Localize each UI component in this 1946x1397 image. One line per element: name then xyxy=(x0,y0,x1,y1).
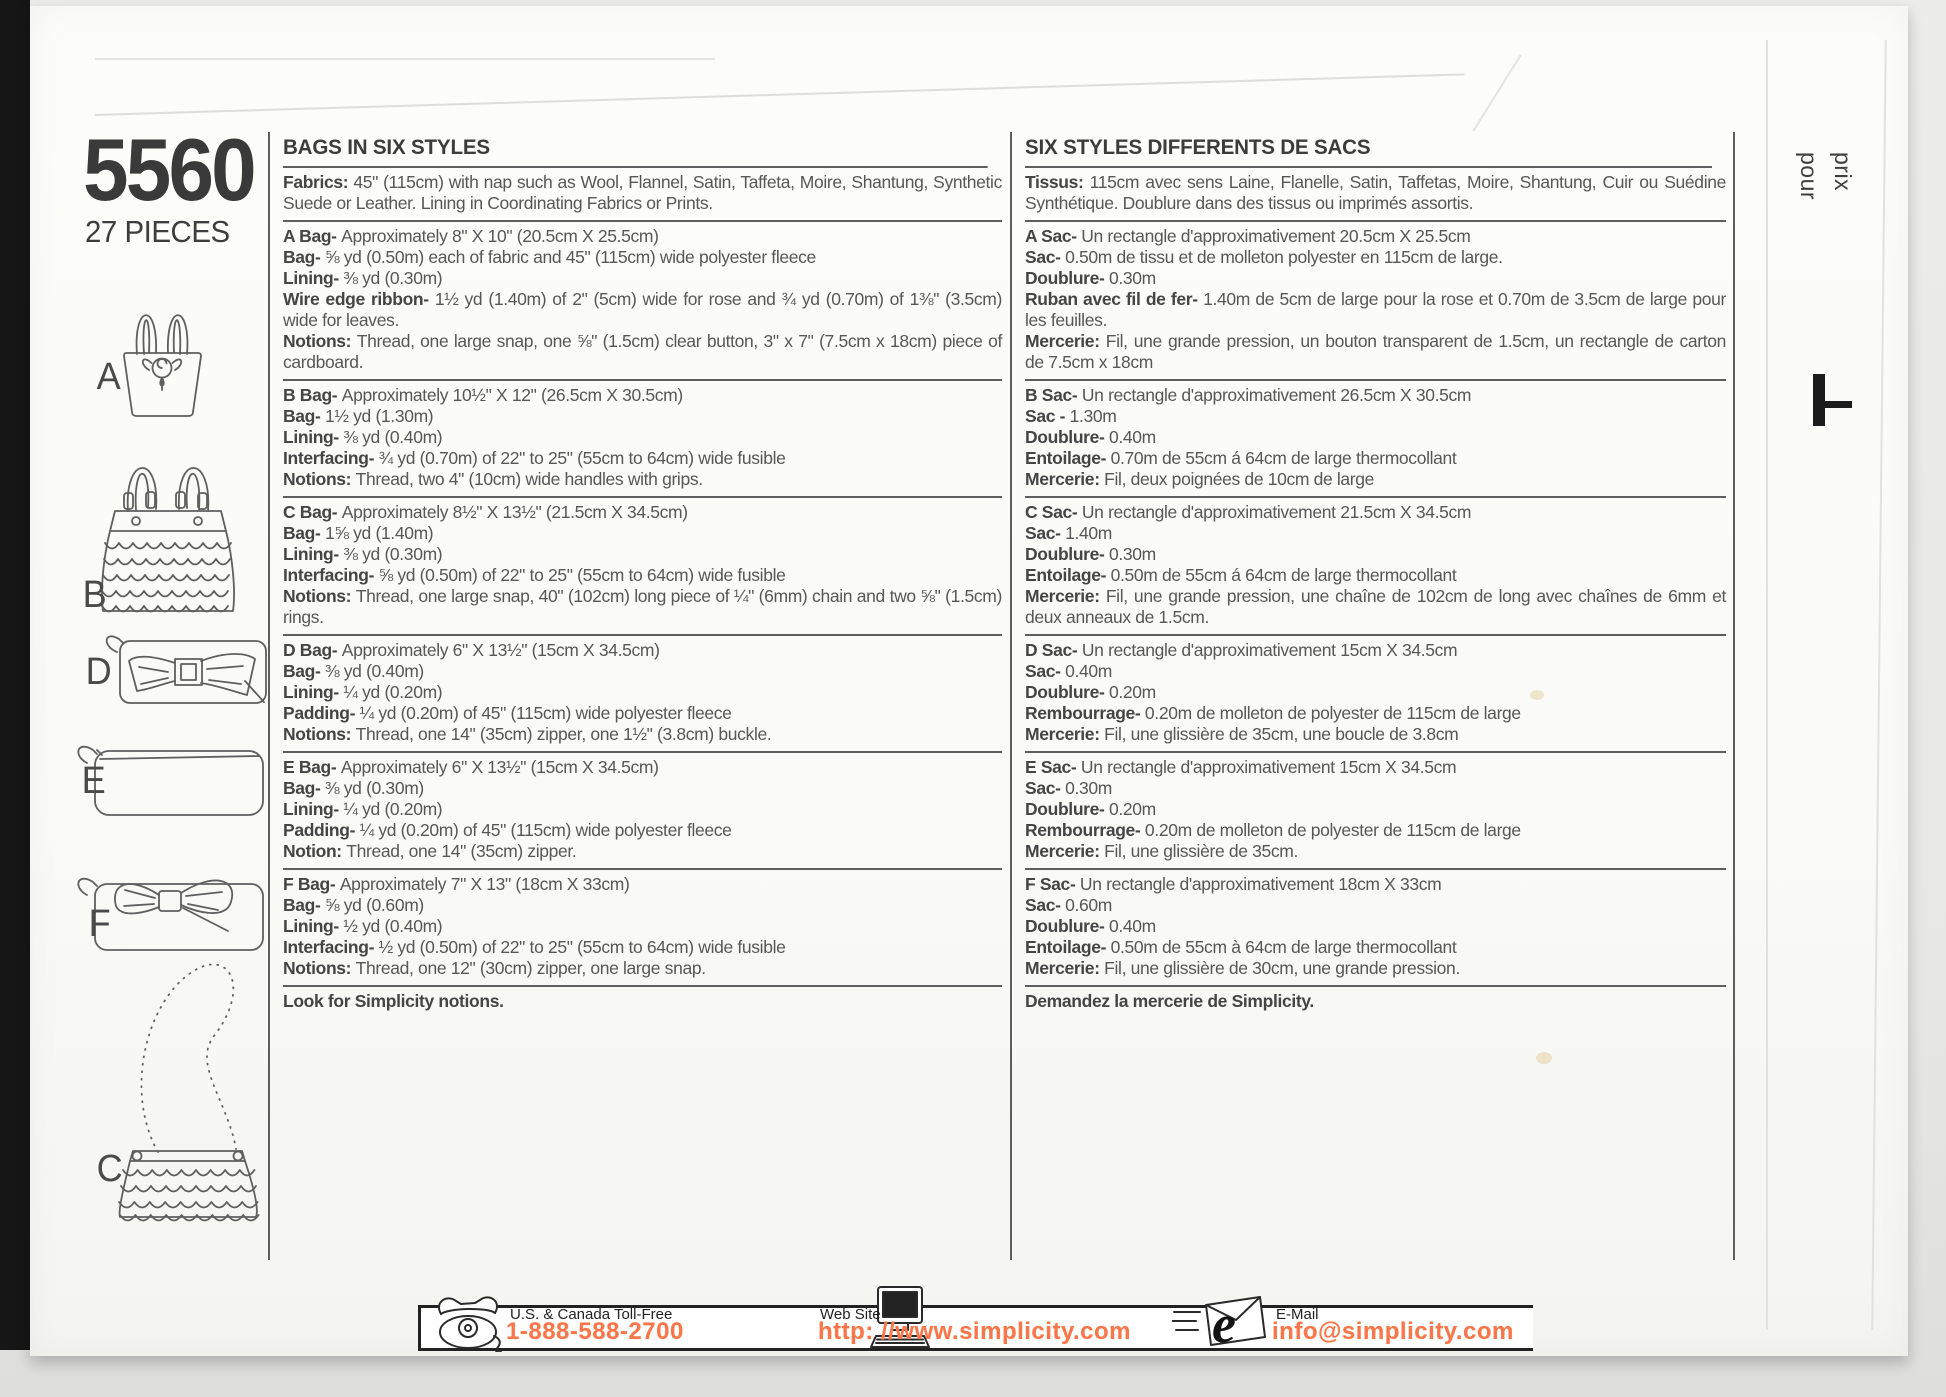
spec-line: Notions: Thread, one large snap, 40" (102cm) long piece of ¼" (6mm) chain and two ⅝" (1.5cm) rings. xyxy=(283,586,1002,627)
english-section-6 xyxy=(283,870,1002,987)
spec-line: Sac- 0.60m xyxy=(1025,895,1112,915)
bag-d-illustration xyxy=(98,632,273,712)
spec-line: B Sac- Un rectangle d'approximativement 26.5cm X 30.5cm xyxy=(1025,385,1472,405)
phone-label: U.S. & Canada Toll-Free xyxy=(510,1306,673,1323)
spec-line: Doublure- 0.20m xyxy=(1025,682,1156,702)
envelope-top-crease xyxy=(95,58,715,60)
spec-line: Demandez la mercerie de Simplicity. xyxy=(1025,991,1314,1011)
bag-b-illustration xyxy=(98,443,238,621)
pattern-number: 5560 xyxy=(83,120,254,219)
english-section-1 xyxy=(283,222,1002,381)
bag-c-illustration xyxy=(110,952,265,1230)
spec-line: Padding- ¼ yd (0.20m) of 45" (115cm) wide polyester fleece xyxy=(283,703,732,723)
spec-line: C Bag- Approximately 8½" X 13½" (21.5cm X 34.5cm) xyxy=(283,502,688,522)
spec-line: Mercerie: Fil, une grande pression, un bouton transparent de 1.5cm, un rectangle de carton de 7.5cm x 18cm xyxy=(1025,331,1726,372)
bag-a-illustration xyxy=(113,292,213,420)
svg-text:e: e xyxy=(1212,1294,1236,1352)
email-address[interactable]: info@simplicity.com xyxy=(1272,1318,1514,1345)
english-section-7 xyxy=(283,987,1002,1018)
english-column-header: BAGS IN SIX STYLES xyxy=(283,134,988,168)
spec-line: Sac- 0.50m de tissu et de molleton polyester en 115cm de large. xyxy=(1025,247,1503,267)
spec-line: Bag- ⅝ yd (0.60m) xyxy=(283,895,424,915)
english-section-5 xyxy=(283,753,1002,870)
bag-d-label: D xyxy=(85,651,112,693)
spec-line: D Sac- Un rectangle d'approximativement 15cm X 34.5cm xyxy=(1025,640,1458,660)
bag-a-label: A xyxy=(96,356,121,398)
spec-line: A Bag- Approximately 8" X 10" (20.5cm X 25.5cm) xyxy=(283,226,659,246)
side-word-pour: pour xyxy=(1796,152,1822,201)
spec-line: Entoilage- 0.70m de 55cm á 64cm de large thermocollant xyxy=(1025,448,1457,468)
spec-line: Look for Simplicity notions. xyxy=(283,991,504,1011)
english-section-0 xyxy=(283,168,1002,222)
spec-line: Doublure- 0.40m xyxy=(1025,427,1156,447)
spec-line: Interfacing- ½ yd (0.50m) of 22" to 25" (55cm to 64cm) wide fusible xyxy=(283,937,786,957)
spec-line: Bag- 1⅝ yd (1.40m) xyxy=(283,523,434,543)
spec-line: D Bag- Approximately 6" X 13½" (15cm X 34.5cm) xyxy=(283,640,660,660)
spec-line: Lining- ⅜ yd (0.30m) xyxy=(283,268,443,288)
column-divider-middle xyxy=(1010,132,1012,1260)
french-column-header: SIX STYLES DIFFERENTS DE SACS xyxy=(1025,134,1712,168)
spec-line: Lining- ¼ yd (0.20m) xyxy=(283,682,443,702)
left-black-edge xyxy=(0,0,30,1350)
spec-line: Padding- ¼ yd (0.20m) of 45" (115cm) wide polyester fleece xyxy=(283,820,732,840)
spec-line: E Sac- Un rectangle d'approximativement 15cm X 34.5cm xyxy=(1025,757,1457,777)
registration-mark-arm xyxy=(1825,401,1852,408)
spec-line: F Sac- Un rectangle d'approximativement 18cm X 33cm xyxy=(1025,874,1442,894)
english-column xyxy=(283,134,1002,1018)
spec-line: Mercerie: Fil, une glissière de 35cm, une boucle de 3.8cm xyxy=(1025,724,1459,744)
spec-line: Wire edge ribbon- 1½ yd (1.40m) of 2" (5cm) wide for rose and ¾ yd (0.70m) of 1⅜" (3.5cm) wide for leaves. xyxy=(283,289,1002,330)
spec-line: Ruban avec fil de fer- 1.40m de 5cm de large pour la rose et 0.70m de 3.5cm de large pour les feuilles. xyxy=(1025,289,1726,330)
spec-line: Tissus: 115cm avec sens Laine, Flanelle, Satin, Taffetas, Moire, Shantung, Cuir ou Suédine Synthétique. Doublure dans des tissus ou imprimés assortis. xyxy=(1025,172,1726,213)
paper-stain xyxy=(1530,690,1544,700)
spec-line: Rembourrage- 0.20m de molleton de polyester de 115cm de large xyxy=(1025,820,1521,840)
side-word-prix: prix xyxy=(1830,152,1856,192)
spec-line: Notion: Thread, one 14" (35cm) zipper. xyxy=(283,841,577,861)
website-url[interactable]: http: //www.simplicity.com xyxy=(818,1318,1132,1345)
spec-line: Sac - 1.30m xyxy=(1025,406,1117,426)
english-section-3 xyxy=(283,498,1002,636)
english-section-4 xyxy=(283,636,1002,753)
spec-line: Bag- ⅝ yd (0.50m) each of fabric and 45" (115cm) wide polyester fleece xyxy=(283,247,816,267)
french-section-5 xyxy=(1025,753,1726,870)
bag-f-label: F xyxy=(88,903,111,945)
spec-line: Rembourrage- 0.20m de molleton de polyester de 115cm de large xyxy=(1025,703,1521,723)
french-section-0 xyxy=(1025,168,1726,222)
french-section-3 xyxy=(1025,498,1726,636)
spec-line: Notions: Thread, one 14" (35cm) zipper, one 1½" (3.8cm) buckle. xyxy=(283,724,772,744)
bag-c-label: C xyxy=(96,1148,123,1190)
spec-line: Doublure- 0.30m xyxy=(1025,268,1156,288)
spec-line: Fabrics: 45" (115cm) with nap such as Wool, Flannel, Satin, Taffeta, Moire, Shantung, Synthetic Suede or Leather. Lining in Coordinating Fabrics or Prints. xyxy=(283,172,1002,213)
spec-line: A Sac- Un rectangle d'approximativement 20.5cm X 25.5cm xyxy=(1025,226,1471,246)
spec-line: Interfacing- ¾ yd (0.70m) of 22" to 25" (55cm to 64cm) wide fusible xyxy=(283,448,786,468)
french-section-7 xyxy=(1025,987,1726,1018)
spec-line: Lining- ½ yd (0.40m) xyxy=(283,916,443,936)
spec-line: Bag- 1½ yd (1.30m) xyxy=(283,406,434,426)
registration-mark xyxy=(1813,374,1825,426)
spec-line: Notions: Thread, one 12" (30cm) zipper, one large snap. xyxy=(283,958,706,978)
spec-line: Sac- 1.40m xyxy=(1025,523,1112,543)
french-column xyxy=(1025,134,1726,1018)
french-section-6 xyxy=(1025,870,1726,987)
spec-line: Doublure- 0.30m xyxy=(1025,544,1156,564)
spec-line: Mercerie: Fil, une grande pression, une chaîne de 102cm de long avec chaînes de 6mm et deux anneaux de 1.5cm. xyxy=(1025,586,1726,627)
spec-line: Mercerie: Fil, une glissière de 35cm. xyxy=(1025,841,1299,861)
spec-line: E Bag- Approximately 6" X 13½" (15cm X 34.5cm) xyxy=(283,757,659,777)
email-icon xyxy=(1172,1292,1268,1352)
bag-b-label: B xyxy=(82,574,107,616)
french-column-body xyxy=(1025,168,1726,1018)
spec-line: Notions: Thread, two 4" (10cm) wide handles with grips. xyxy=(283,469,703,489)
bag-e-label: E xyxy=(81,760,106,802)
english-section-2 xyxy=(283,381,1002,498)
phone-icon xyxy=(428,1290,508,1352)
envelope-fold-crease xyxy=(1766,40,1768,1330)
spec-line: Sac- 0.40m xyxy=(1025,661,1112,681)
spec-line: Bag- ⅜ yd (0.30m) xyxy=(283,778,424,798)
spec-line: Doublure- 0.40m xyxy=(1025,916,1156,936)
spec-line: Doublure- 0.20m xyxy=(1025,799,1156,819)
spec-line: Mercerie: Fil, une glissière de 30cm, une grande pression. xyxy=(1025,958,1460,978)
spec-line: F Bag- Approximately 7" X 13" (18cm X 33cm) xyxy=(283,874,630,894)
spec-line: Bag- ⅜ yd (0.40m) xyxy=(283,661,424,681)
spec-line: Lining- ⅜ yd (0.40m) xyxy=(283,427,443,447)
spec-line: Entoilage- 0.50m de 55cm à 64cm de large thermocollant xyxy=(1025,937,1457,957)
side-panel-text xyxy=(1792,152,1860,200)
pattern-piece-count: 27 PIECES xyxy=(85,214,230,249)
english-column-body xyxy=(283,168,1002,1018)
french-section-4 xyxy=(1025,636,1726,753)
spec-line: Lining- ⅜ yd (0.30m) xyxy=(283,544,443,564)
spec-line: Sac- 0.30m xyxy=(1025,778,1112,798)
email-label: E-Mail xyxy=(1276,1306,1319,1323)
column-divider-right xyxy=(1733,132,1735,1260)
spec-line: B Bag- Approximately 10½" X 12" (26.5cm X 30.5cm) xyxy=(283,385,683,405)
french-section-1 xyxy=(1025,222,1726,381)
website-label: Web Site xyxy=(820,1306,881,1323)
spec-line: C Sac- Un rectangle d'approximativement 21.5cm X 34.5cm xyxy=(1025,502,1472,522)
spec-line: Notions: Thread, one large snap, one ⅝" (1.5cm) clear button, 3" x 7" (7.5cm x 18cm) piece of cardboard. xyxy=(283,331,1002,372)
spec-line: Lining- ¼ yd (0.20m) xyxy=(283,799,443,819)
french-section-2 xyxy=(1025,381,1726,498)
paper-stain xyxy=(1536,1052,1552,1064)
phone-number[interactable]: 1-888-588-2700 xyxy=(506,1318,684,1345)
spec-line: Interfacing- ⅝ yd (0.50m) of 22" to 25" (55cm to 64cm) wide fusible xyxy=(283,565,786,585)
spec-line: Mercerie: Fil, deux poignées de 10cm de large xyxy=(1025,469,1375,489)
spec-line: Entoilage- 0.50m de 55cm á 64cm de large thermocollant xyxy=(1025,565,1457,585)
